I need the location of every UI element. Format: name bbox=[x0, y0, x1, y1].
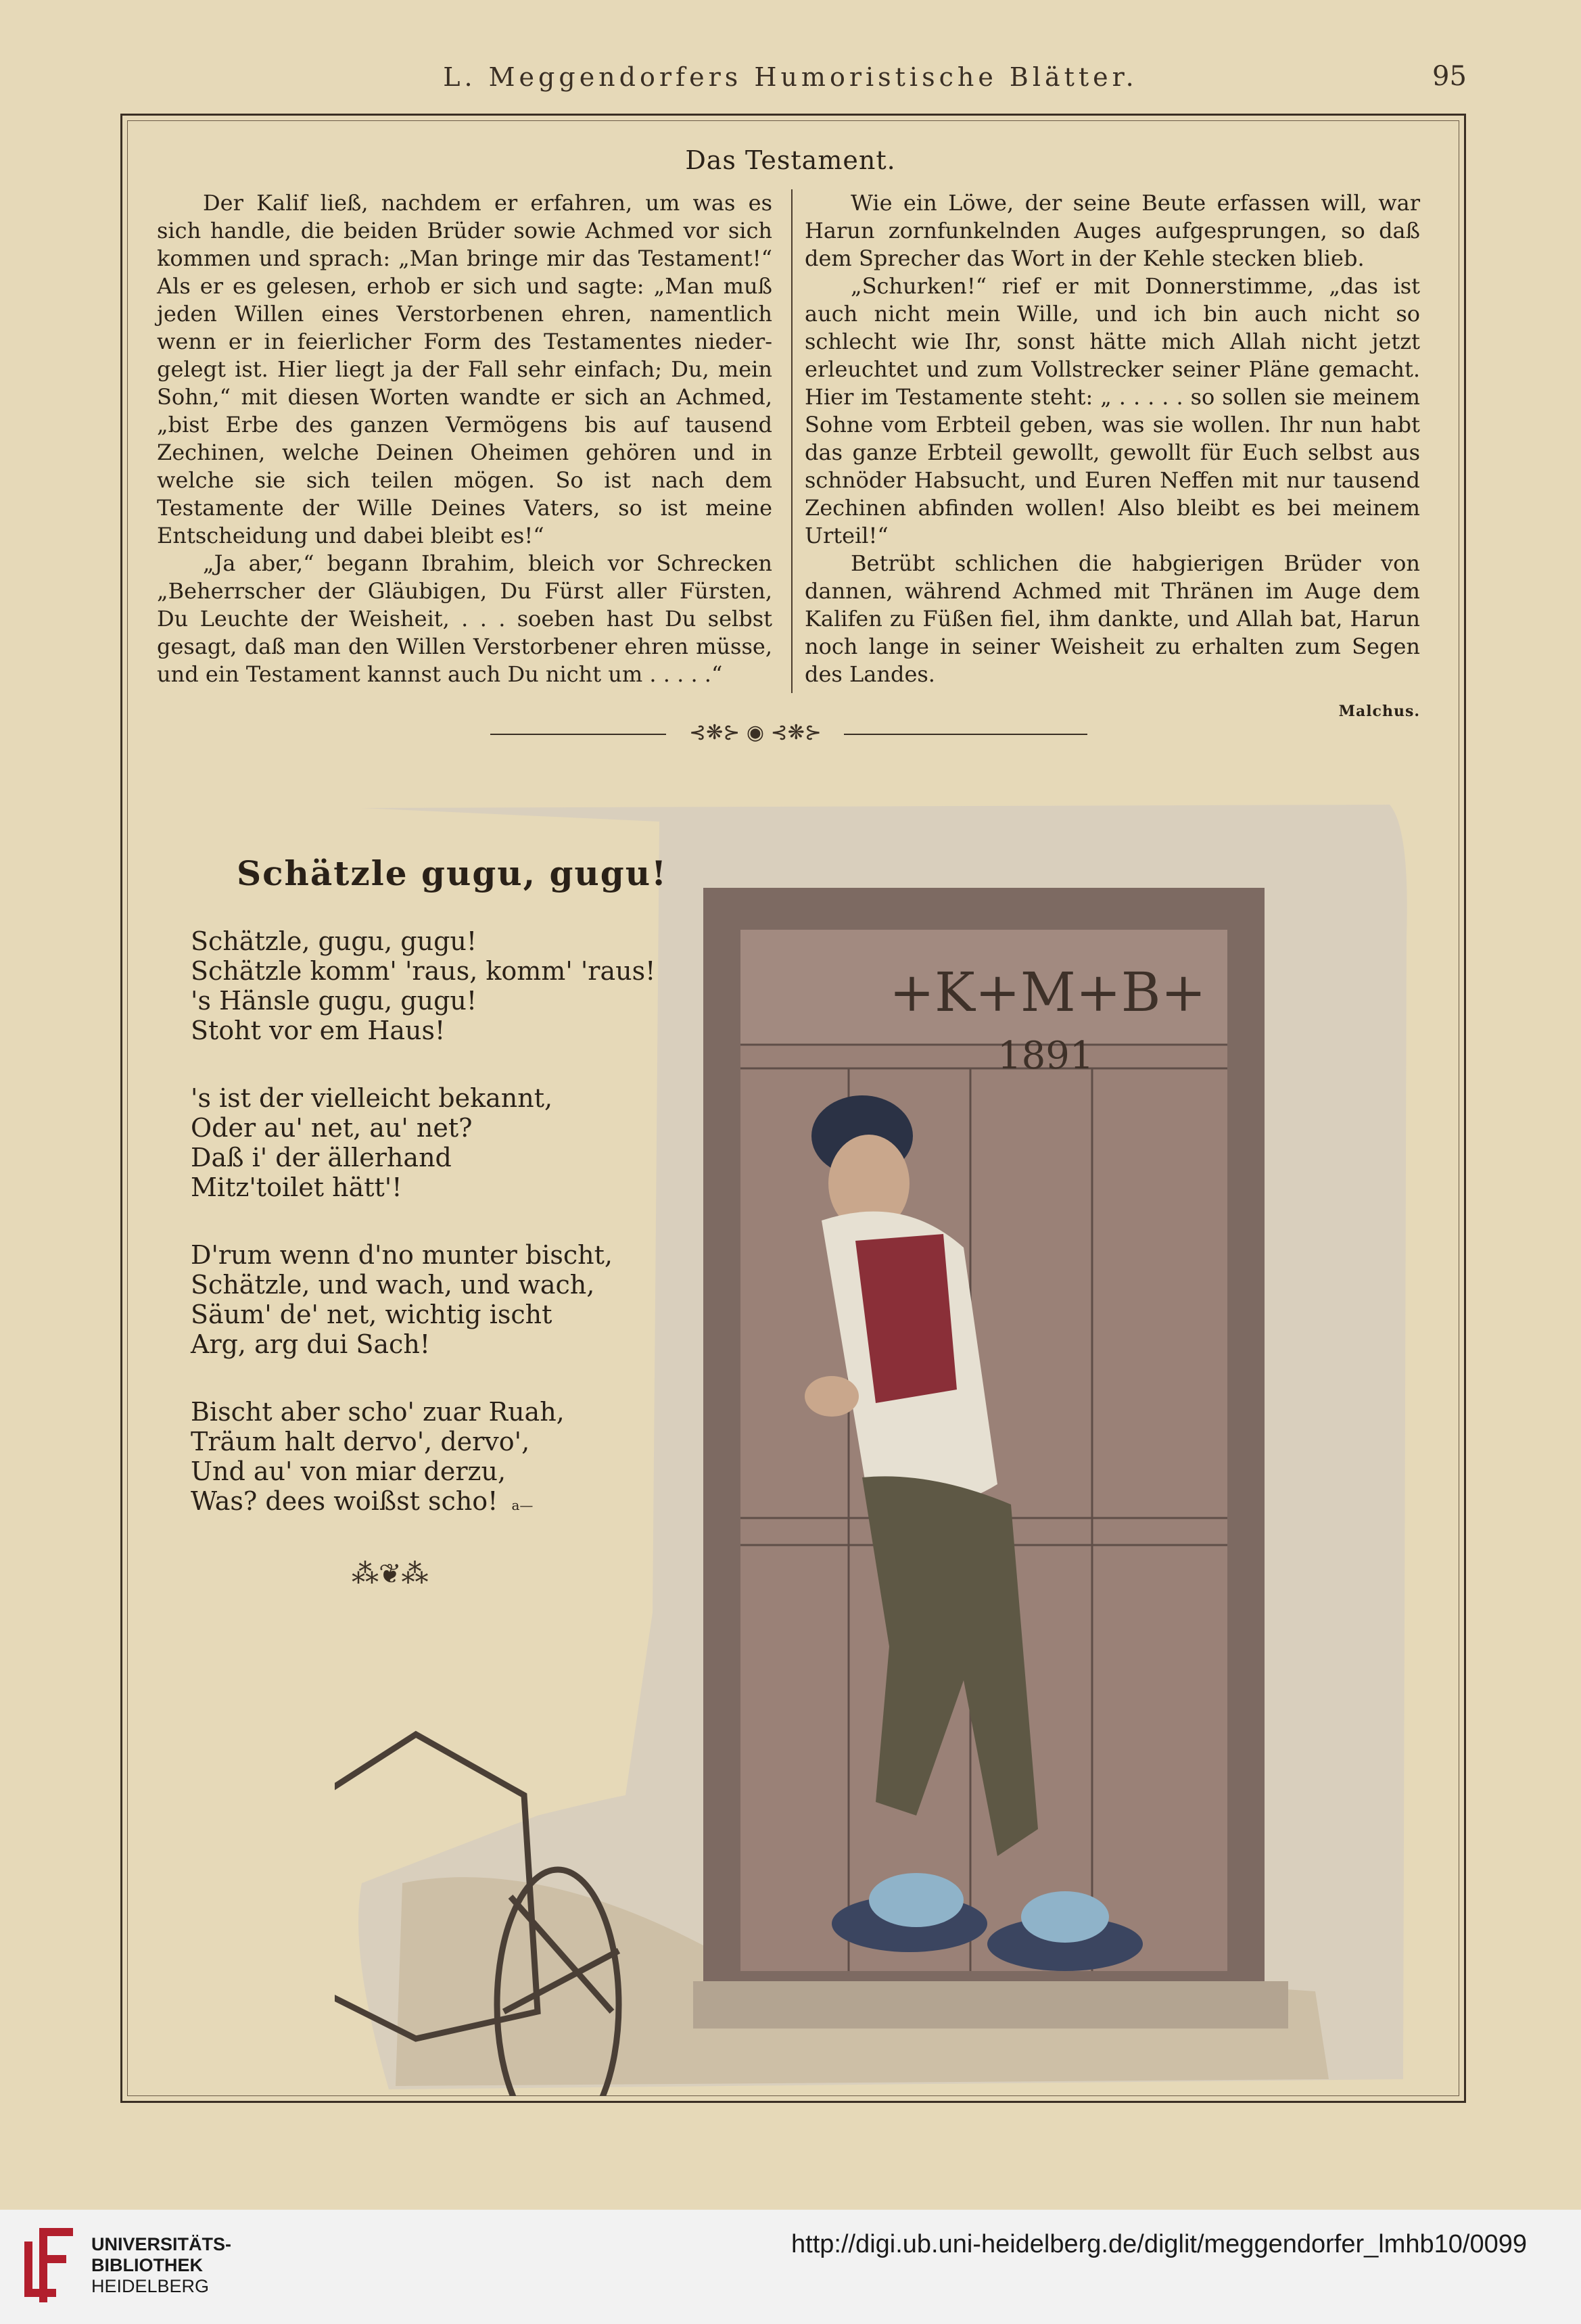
poem-stanza bbox=[191, 926, 664, 1045]
running-title: L. Meggendorfers Humoristische Blätter. bbox=[443, 62, 1138, 92]
story-paragraph: „Schurken!“ rief er mit Donnerstimme, „das ist auch nicht mein Wille, und ich bin auch nicht so schlecht wie Ihr, sonst hätte mich Allah nicht jetzt erleuchtet und zum Vollstrecker seiner Pläne gemacht. Hier im Testamente steht: „ . . . . . so sollen sie meinem Sohne vom Erbteil geben, was sie wollen. Ihr nun habt das ganze Erbteil gewollt, gewollt für Euch selbst aus schnöder Habsucht, und Euren Neffen mit nur tausend Zechinen abfinden wollen! Also bleibt es bei meinem Urteil!“ bbox=[805, 273, 1420, 548]
poem-line: Schätzle, gugu, gugu! bbox=[191, 926, 477, 956]
poem-stanza bbox=[191, 1083, 664, 1202]
library-logo-icon[interactable] bbox=[19, 2221, 80, 2310]
poem-stanza bbox=[191, 1240, 664, 1359]
footer-bar bbox=[0, 2210, 1581, 2324]
poem-line: Säum' de' net, wichtig ischt bbox=[191, 1300, 552, 1329]
story-right-column bbox=[805, 189, 1420, 726]
story-author: Malchus. bbox=[1338, 703, 1420, 720]
figure-hand bbox=[805, 1376, 859, 1417]
poem-line: D'rum wenn d'no munter bischt, bbox=[191, 1240, 613, 1270]
story-paragraph: „Ja aber,“ begann Ibrahim, bleich vor Schrecken „Beherrscher der Gläubigen, Du Fürst aller Fürsten, Du Leuchte der Weisheit, . . . soeben hast Du selbst gesagt, daß man den Willen Verstorbener ehren müsse, und ein Testament kannst auch Du nicht um . . . . .“ bbox=[157, 550, 772, 687]
poem-line: Träum halt dervo', dervo', bbox=[191, 1427, 530, 1456]
poem-line: Und au' von miar derzu, bbox=[191, 1456, 506, 1486]
poem-line: 's ist der vielleicht bekannt, bbox=[191, 1083, 553, 1113]
poem-line: Stoht vor em Haus! bbox=[191, 1016, 446, 1045]
story-paragraph: Betrübt schlichen die habgierigen Brüder von dannen, während Achmed mit Thränen im Auge dem Kalifen zu Füßen fiel, ihm dankte, und Allah bat, Harun noch lange in seiner Weisheit zu erhalten zum Segen des Landes. bbox=[805, 550, 1420, 687]
poem-line: Schätzle komm' 'raus, komm' 'raus! bbox=[191, 956, 656, 986]
story-title: Das Testament. bbox=[685, 145, 896, 175]
page-number: 95 bbox=[1432, 61, 1467, 92]
library-name-line: UNIVERSITÄTS- bbox=[91, 2234, 232, 2254]
story-paragraph: Der Kalif ließ, nachdem er erfahren, um was es sich handle, die beiden Brüder sowie Achmed vor sich kommen und sprach: „Man bringe mir das Testament!“ Als er es gelesen, erhob er sich und sagte: „Man muß jeden Willen eines Verstorbenen ehren, namentlich wenn er in feierlicher Form des Testamentes nieder-gelegt ist. Hier liegt ja der Fall sehr einfach; Du, mein Sohn,“ mit diesen Worten wandte er sich an Achmed, „bist Erbe des ganzen Vermögens bis auf tausend Zechinen, welche Deinen Oheimen gehören und in welche sie sich teilen mögen. So ist nach dem Testamente der Wille Deines Vaters, so ist meine Entscheidung und dabei bleibt es!“ bbox=[157, 190, 772, 548]
door-year: 1891 bbox=[997, 1034, 1094, 1078]
poem-line: 's Hänsle gugu, gugu! bbox=[191, 986, 477, 1016]
poem-title: Schätzle gugu, gugu! bbox=[237, 853, 668, 893]
poem-line: Arg, arg dui Sach! bbox=[191, 1329, 431, 1359]
poem-ornament-icon: ⁂❦⁂ bbox=[352, 1559, 429, 1590]
library-name[interactable] bbox=[91, 2234, 231, 2297]
figure-left-stocking bbox=[869, 1873, 964, 1927]
separator-ornament-icon: ⊰❋⊱ ◉ ⊰❋⊱ bbox=[688, 721, 822, 744]
door-inscription: +K+M+B+ bbox=[889, 961, 1206, 1024]
source-url-link[interactable]: http://digi.ub.uni-heidelberg.de/diglit/meggendorfer_lmhb10/0099 bbox=[791, 2230, 1527, 2258]
poem-line: Bischt aber scho' zuar Ruah, bbox=[191, 1397, 565, 1427]
separator-rule bbox=[844, 734, 1087, 735]
poem-line: Daß i' der ällerhand bbox=[191, 1143, 452, 1172]
poem-line: Oder au' net, au' net? bbox=[191, 1113, 473, 1143]
poem-line: Schätzle, und wach, und wach, bbox=[191, 1270, 595, 1300]
story-paragraph: Wie ein Löwe, der seine Beute erfassen will, war Harun zornfunkelnden Auges aufgesprungen, so daß dem Sprecher das Wort in der Kehle stecken blieb. bbox=[805, 190, 1420, 271]
poem-stanza bbox=[191, 1397, 664, 1520]
poem-line: Mitz'toilet hätt'! bbox=[191, 1172, 402, 1202]
poem bbox=[191, 926, 664, 1558]
figure-right-stocking bbox=[1021, 1891, 1109, 1943]
column-divider bbox=[791, 189, 793, 693]
doorstep bbox=[693, 1981, 1288, 2029]
poem-line-text: Was? dees woißst scho! bbox=[191, 1486, 498, 1516]
separator-rule bbox=[490, 734, 666, 735]
poem-signature: a— bbox=[511, 1497, 534, 1513]
story-left-column bbox=[157, 189, 772, 688]
library-name-line: BIBLIOTHEK bbox=[91, 2255, 203, 2275]
library-name-line: HEIDELBERG bbox=[91, 2276, 210, 2296]
poem-line bbox=[191, 1486, 664, 1520]
